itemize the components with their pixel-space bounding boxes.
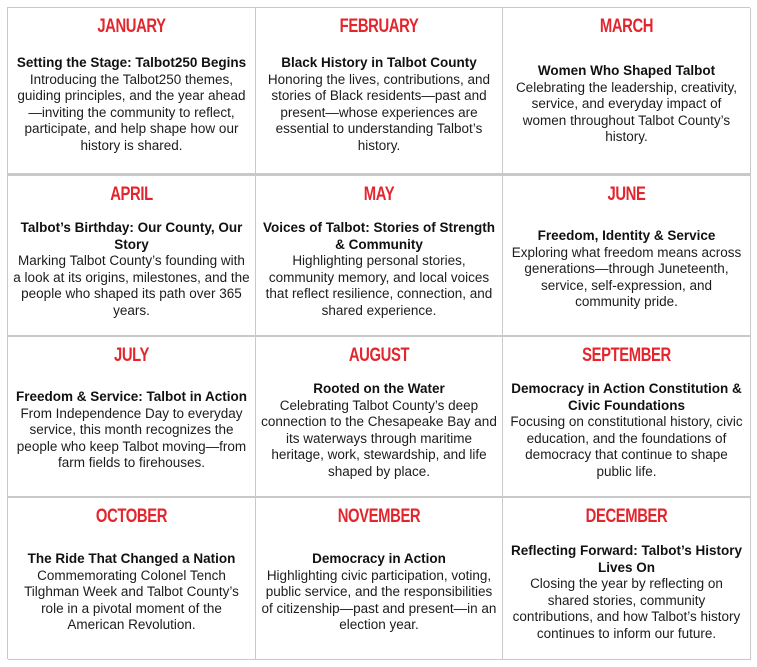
month-cell-april: [8, 176, 256, 337]
month-content: [13, 208, 250, 331]
theme-description: Introducing the Talbot250 themes, guiding principles, and the year ahead—inviting the community to reflect, participate, and help shape how our history is shared.: [17, 71, 246, 153]
month-cell-july: [8, 337, 256, 498]
theme-title: Rooted on the Water: [313, 381, 445, 396]
theme-title: Reflecting Forward: Talbot’s History Lives On: [510, 543, 743, 575]
month-content: [508, 530, 745, 655]
month-content: [13, 40, 250, 169]
theme-description: Honoring the lives, contributions, and stories of Black residents—past and present—whose experiences are essential to understanding Talbot’s history.: [267, 71, 491, 153]
month-cell-december: [503, 498, 751, 660]
month-cell-september: [503, 337, 751, 498]
month-content: [508, 40, 745, 169]
month-content: [261, 530, 497, 655]
theme-description: Closing the year by reflecting on shared stories, community contributions, and how Talbot’s history continues to inform our future.: [512, 576, 741, 641]
theme-title: Voices of Talbot: Stories of Strength & Community: [262, 220, 495, 252]
month-heading: DECEMBER: [585, 506, 668, 527]
theme-description: Highlighting personal stories, community memory, and local voices that reflect resilience, connection, and shared experience.: [265, 253, 493, 318]
theme-title: The Ride That Changed a Nation: [27, 551, 236, 567]
month-cell-november: [256, 498, 503, 660]
theme-description: Celebrating Talbot County’s deep connection to the Chesapeake Bay and its waterways through maritime heritage, work, stewardship, and life shaped by place.: [261, 397, 497, 479]
theme-title: Black History in Talbot County: [281, 55, 477, 70]
theme-title: Freedom & Service: Talbot in Action: [15, 389, 248, 405]
theme-title: Freedom, Identity & Service: [537, 228, 716, 244]
month-heading: NOVEMBER: [337, 506, 421, 527]
month-cell-october: [8, 498, 256, 660]
month-cell-february: [256, 8, 503, 176]
month-content: [13, 369, 250, 492]
month-cell-june: [503, 176, 751, 337]
month-heading: JANUARY: [97, 16, 166, 37]
month-cell-march: [503, 8, 751, 176]
theme-description: Focusing on constitutional history, civic education, and the foundations of democracy that continue to shape public life.: [510, 414, 743, 479]
theme-description: Exploring what freedom means across generations—through Juneteenth, service, self-expression, and community pride.: [511, 244, 742, 310]
month-heading: SEPTEMBER: [582, 345, 671, 366]
month-heading: JUNE: [607, 184, 646, 205]
theme-title: Women Who Shaped Talbot: [537, 63, 716, 79]
theme-title: Talbot’s Birthday: Our County, Our Story: [20, 220, 243, 252]
theme-description: From Independence Day to everyday service, this month recognizes the people who keep Talbot moving—from farm fields to firehouses.: [16, 405, 247, 471]
theme-description: Commemorating Colonel Tench Tilghman Week and Talbot County’s role in a pivotal moment of the American Revolution.: [24, 567, 239, 633]
month-heading: AUGUST: [348, 345, 410, 366]
month-content: [508, 369, 745, 492]
month-heading: APRIL: [110, 184, 153, 205]
theme-description: Highlighting civic participation, voting, public service, and the responsibilities of citizenship—past and present—in an election year.: [261, 567, 497, 633]
month-heading: FEBRUARY: [339, 16, 419, 37]
month-heading: MARCH: [599, 16, 654, 37]
month-content: [261, 369, 497, 492]
month-heading: MAY: [363, 184, 395, 205]
theme-title: Setting the Stage: Talbot250 Begins: [16, 55, 247, 70]
theme-title: Democracy in Action: [312, 551, 446, 567]
month-cell-january: [8, 8, 256, 176]
month-content: [261, 208, 497, 331]
month-content: [13, 530, 250, 655]
month-content: [261, 40, 497, 169]
month-content: [508, 208, 745, 331]
theme-description: Marking Talbot County’s founding with a look at its origins, milestones, and the people who shaped its path over 365 years.: [13, 253, 250, 318]
month-cell-august: [256, 337, 503, 498]
theme-description: Celebrating the leadership, creativity, service, and everyday impact of women throughout Talbot County’s history.: [515, 79, 738, 145]
month-heading: JULY: [114, 345, 149, 366]
month-cell-may: [256, 176, 503, 337]
month-heading: OCTOBER: [95, 506, 168, 527]
month-theme-calendar-grid: [7, 7, 750, 659]
theme-title: Democracy in Action Constitution & Civic Foundations: [511, 381, 742, 413]
